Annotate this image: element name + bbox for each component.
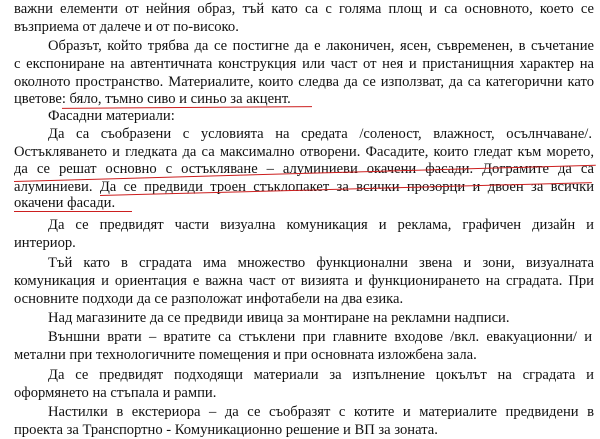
text-line: оформянето на стъпала и рампи.	[14, 385, 217, 401]
text-line: основните подходи да се разположат инфотабели на два езика.	[14, 291, 404, 307]
highlight-underline	[14, 211, 132, 212]
text-line: важни елементи от нейния образ, тъй като са с голяма площ и са основното, което се	[14, 1, 594, 17]
text-line: цветове: бяло, тъмно сиво и синьо за акцент.	[14, 91, 291, 107]
text-line: Да се предвидят подходящи материали за изпълнение цокълът на сградата и	[48, 367, 594, 383]
text-line: проекта за Транспортно - Комуникационно решение и ВП за зоната.	[14, 422, 438, 438]
text-line: Образът, който трябва да се постигне да е лаконичен, ясен, съвременен, в съчетание	[48, 38, 594, 54]
text-line: алуминиеви. Да се предвиди троен стъклопакет за всички прозорци и двоен за всички	[14, 179, 594, 195]
text-line: комуникация и ориентация е важна част от визията и функционирането на сградата. При	[14, 273, 594, 289]
text-line: с експониране на автентичната конструкция или част от нея и пристанищния характер на	[14, 56, 594, 72]
text-line: Фасадни материали:	[48, 108, 175, 124]
text-line: възприема от далече и от по-високо.	[14, 19, 239, 35]
text-line: Външни врати – вратите са стъклени при главните входове /вкл. евакуационни/ и	[48, 329, 592, 345]
text-line: Тъй като в сградата има множество функционални звена и зони, визуалната	[48, 255, 594, 271]
text-line: да се решат основно с остъкляване – алуминиеви окачени фасади. Дограмите да са	[14, 161, 594, 177]
text-line: Да са съобразени с условията на средата /соленост, влажност, осълнчаване/.	[48, 126, 592, 142]
text-line: Да се предвидят части визуална комуникация и реклама, графичен дизайн и	[48, 217, 594, 233]
text-line: метални при технологичните помещения и при основната изложбена зала.	[14, 347, 477, 363]
text-line: околното пространство. Материалите, които следва да се използват, да са категорични като	[14, 74, 594, 90]
text-line: интериор.	[14, 235, 76, 251]
text-line: Над магазините да се предвиди ивица за монтиране на рекламни надписи.	[48, 310, 510, 326]
text-line: Настилки в екстериора – да се съобразят с котите и материалите предвидени в	[48, 404, 594, 420]
text-line: окачени фасади.	[14, 195, 116, 211]
text-line: Остъкляването и гледката да са максимално отворени. Фасадите, които гледат към морето,	[14, 144, 594, 160]
